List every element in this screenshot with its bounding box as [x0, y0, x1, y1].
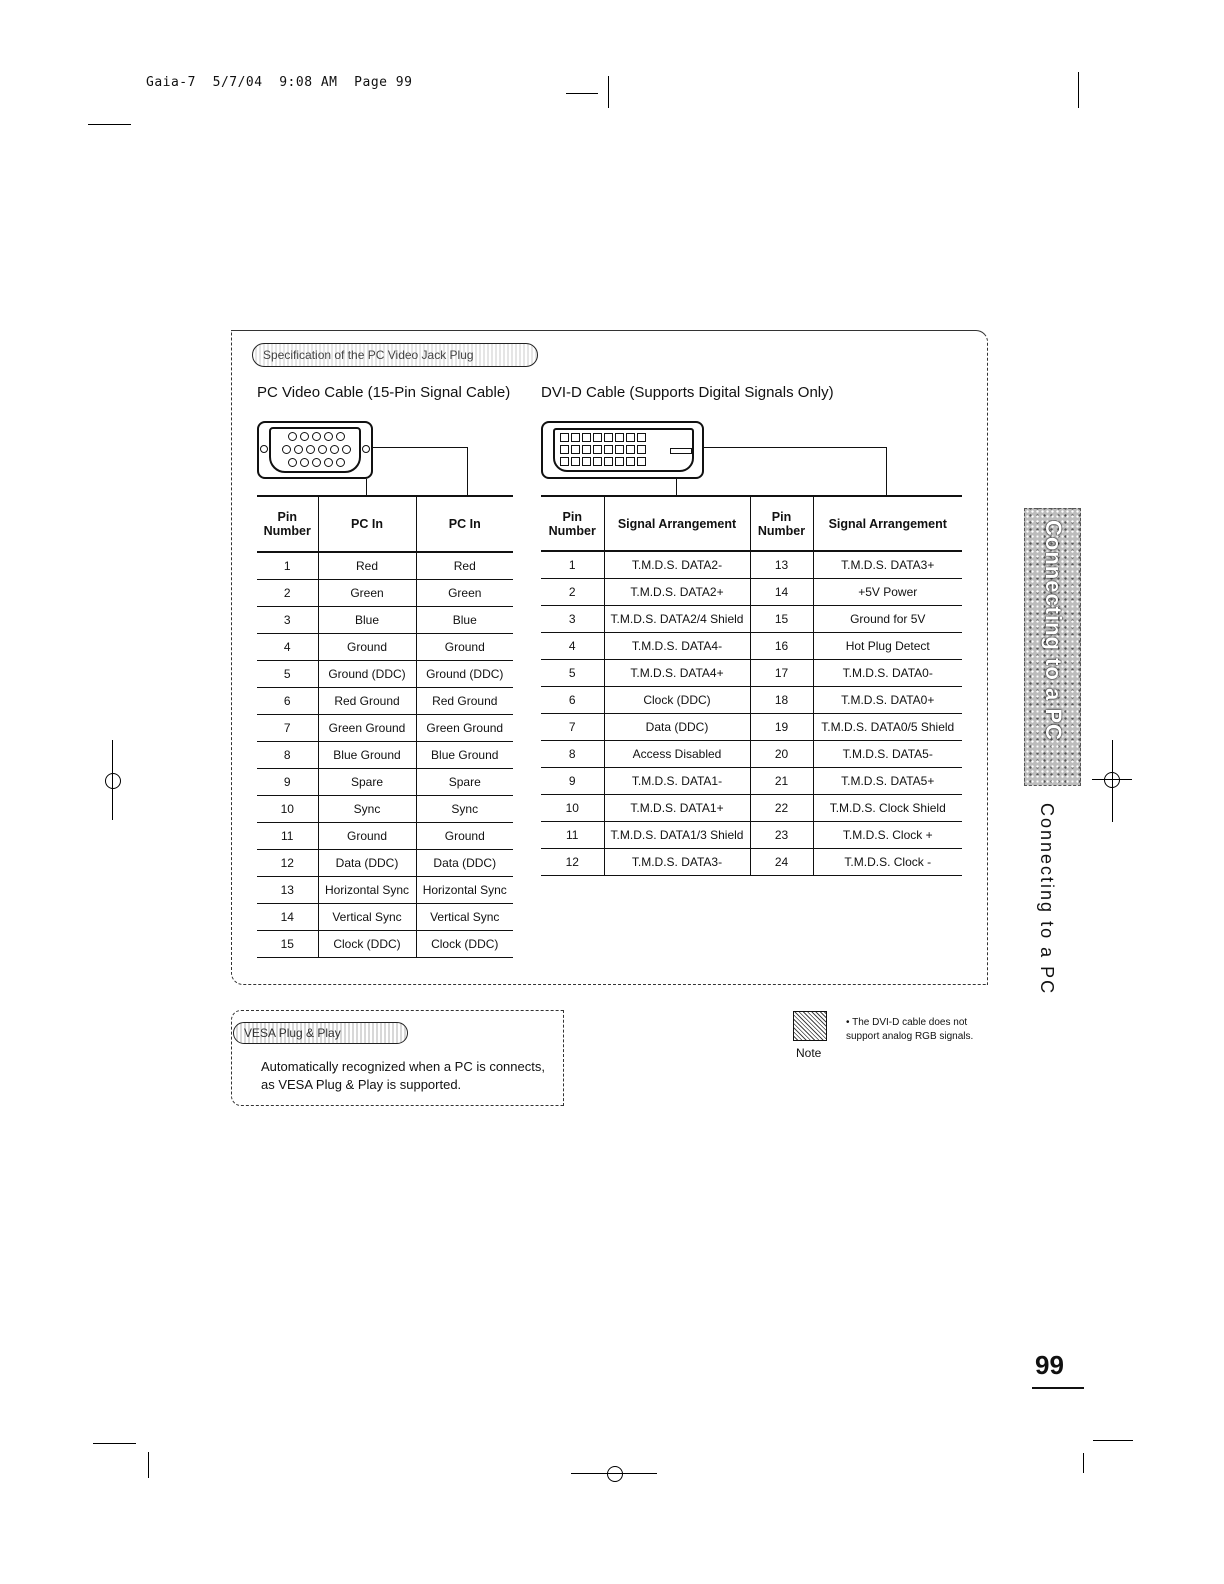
- table-cell: 12: [257, 850, 318, 877]
- connector-lead-line: [676, 479, 677, 495]
- table-cell: 15: [750, 606, 813, 633]
- pin-row: [288, 458, 345, 467]
- registration-mark: [607, 1466, 623, 1482]
- table-cell: Blue: [416, 607, 513, 634]
- vesa-description: Automatically recognized when a PC is connects, as VESA Plug & Play is supported.: [261, 1059, 545, 1092]
- table-cell: Spare: [416, 769, 513, 796]
- table-cell: 3: [541, 606, 604, 633]
- table-cell: Blue Ground: [318, 742, 416, 769]
- table-cell: Access Disabled: [604, 741, 750, 768]
- table-cell: 5: [541, 660, 604, 687]
- table-row: [541, 551, 962, 579]
- table-row: [257, 661, 513, 688]
- vga-connector-icon: [257, 421, 373, 479]
- crop-mark: [148, 1452, 149, 1478]
- table-cell: T.M.D.S. DATA1/3 Shield: [604, 822, 750, 849]
- table-cell: Ground: [318, 823, 416, 850]
- table-cell: 19: [750, 714, 813, 741]
- table-row: [541, 822, 962, 849]
- table-row: [541, 741, 962, 768]
- chapter-caption: Connecting to a PC: [1037, 803, 1057, 996]
- vga-shell: [269, 427, 361, 473]
- connector-lead-line: [366, 479, 367, 495]
- column-header: Pin Number: [541, 496, 604, 551]
- table-cell: Data (DDC): [416, 850, 513, 877]
- table-cell: 13: [257, 877, 318, 904]
- table-cell: T.M.D.S. DATA1+: [604, 795, 750, 822]
- table-cell: 12: [541, 849, 604, 876]
- column-header: Pin Number: [257, 496, 318, 552]
- table-row: [257, 552, 513, 580]
- table-cell: +5V Power: [813, 579, 962, 606]
- table-cell: 2: [257, 580, 318, 607]
- connector-lead-line: [704, 447, 887, 448]
- table-cell: Spare: [318, 769, 416, 796]
- table-cell: T.M.D.S. DATA0-: [813, 660, 962, 687]
- crop-mark: [1083, 1453, 1084, 1473]
- table-cell: Red Ground: [318, 688, 416, 715]
- table-cell: T.M.D.S. DATA0/5 Shield: [813, 714, 962, 741]
- table-cell: 10: [257, 796, 318, 823]
- pin-row: [282, 445, 351, 454]
- crop-mark: [1078, 72, 1079, 108]
- table-cell: T.M.D.S. Clock -: [813, 849, 962, 876]
- pin-row: [560, 457, 646, 466]
- table-row: [257, 823, 513, 850]
- table-cell: T.M.D.S. DATA3+: [813, 551, 962, 579]
- table-cell: T.M.D.S. DATA1-: [604, 768, 750, 795]
- screw-icon: [260, 445, 268, 453]
- table-cell: Clock (DDC): [318, 931, 416, 958]
- table-cell: 5: [257, 661, 318, 688]
- table-cell: Blue Ground: [416, 742, 513, 769]
- table-cell: 3: [257, 607, 318, 634]
- table-row: [257, 850, 513, 877]
- registration-mark: [1104, 772, 1120, 788]
- table-cell: Data (DDC): [318, 850, 416, 877]
- connector-lead-line: [373, 447, 468, 448]
- table-cell: 1: [257, 552, 318, 580]
- table-row: [257, 931, 513, 958]
- table-cell: 14: [750, 579, 813, 606]
- table-cell: T.M.D.S. DATA2+: [604, 579, 750, 606]
- crop-mark: [93, 1443, 136, 1444]
- table-cell: Red Ground: [416, 688, 513, 715]
- table-cell: Ground: [416, 823, 513, 850]
- table-cell: Hot Plug Detect: [813, 633, 962, 660]
- crop-mark: [88, 124, 131, 125]
- table-row: [541, 579, 962, 606]
- table-row: [257, 769, 513, 796]
- print-slug: Gaia-7 5/7/04 9:08 AM Page 99: [146, 75, 413, 90]
- table-cell: 11: [257, 823, 318, 850]
- table-cell: T.M.D.S. DATA5-: [813, 741, 962, 768]
- table-row: [541, 795, 962, 822]
- section-heading: Specification of the PC Video Jack Plug: [252, 343, 538, 367]
- table-cell: Horizontal Sync: [416, 877, 513, 904]
- table-cell: 6: [257, 688, 318, 715]
- table-cell: Ground: [318, 634, 416, 661]
- chapter-tab-label: Connecting to a PC: [1041, 520, 1066, 741]
- table-cell: Ground (DDC): [318, 661, 416, 688]
- table-row: [257, 580, 513, 607]
- table-cell: Sync: [318, 796, 416, 823]
- dvi-table-body: [541, 551, 962, 876]
- dvi-connector-icon: [541, 421, 704, 479]
- table-row: [257, 742, 513, 769]
- table-row: [541, 660, 962, 687]
- table-row: [541, 849, 962, 876]
- page-number-rule: [1032, 1387, 1084, 1389]
- table-cell: Clock (DDC): [416, 931, 513, 958]
- table-cell: 22: [750, 795, 813, 822]
- table-row: [541, 633, 962, 660]
- table-header-row: [257, 496, 513, 552]
- table-cell: T.M.D.S. DATA0+: [813, 687, 962, 714]
- table-cell: 6: [541, 687, 604, 714]
- table-row: [257, 715, 513, 742]
- pc-cable-title: PC Video Cable (15-Pin Signal Cable): [257, 384, 511, 401]
- dvi-pin-table: [541, 495, 962, 876]
- column-header: Signal Arrangement: [813, 496, 962, 551]
- dvi-shell: [553, 428, 694, 472]
- crop-mark: [1093, 1440, 1133, 1441]
- column-header: PC In: [416, 496, 513, 552]
- column-header: Signal Arrangement: [604, 496, 750, 551]
- table-cell: 24: [750, 849, 813, 876]
- table-cell: T.M.D.S. DATA3-: [604, 849, 750, 876]
- table-cell: 16: [750, 633, 813, 660]
- table-cell: Ground for 5V: [813, 606, 962, 633]
- table-cell: 8: [541, 741, 604, 768]
- table-row: [257, 796, 513, 823]
- table-cell: 8: [257, 742, 318, 769]
- table-row: [257, 688, 513, 715]
- table-cell: 10: [541, 795, 604, 822]
- table-cell: T.M.D.S. DATA2-: [604, 551, 750, 579]
- table-cell: 2: [541, 579, 604, 606]
- table-cell: 1: [541, 551, 604, 579]
- table-cell: T.M.D.S. DATA5+: [813, 768, 962, 795]
- table-cell: Blue: [318, 607, 416, 634]
- table-cell: 21: [750, 768, 813, 795]
- table-cell: Green: [416, 580, 513, 607]
- table-row: [257, 877, 513, 904]
- table-cell: 7: [541, 714, 604, 741]
- table-cell: Sync: [416, 796, 513, 823]
- table-cell: 11: [541, 822, 604, 849]
- registration-mark: [105, 773, 121, 789]
- table-cell: 18: [750, 687, 813, 714]
- table-cell: 23: [750, 822, 813, 849]
- table-cell: 20: [750, 741, 813, 768]
- table-cell: Horizontal Sync: [318, 877, 416, 904]
- table-cell: Vertical Sync: [318, 904, 416, 931]
- table-cell: 4: [257, 634, 318, 661]
- crop-mark: [566, 93, 598, 94]
- column-header: Pin Number: [750, 496, 813, 551]
- table-cell: Green: [318, 580, 416, 607]
- table-header-row: [541, 496, 962, 551]
- note-label: Note: [796, 1046, 822, 1060]
- pin-row: [288, 432, 345, 441]
- pin-row: [560, 433, 646, 442]
- note-text: • The DVI-D cable does not support analog RGB signals.: [846, 1017, 974, 1042]
- table-row: [257, 607, 513, 634]
- table-cell: Red: [416, 552, 513, 580]
- table-cell: 9: [257, 769, 318, 796]
- table-cell: T.M.D.S. Clock +: [813, 822, 962, 849]
- table-cell: T.M.D.S. Clock Shield: [813, 795, 962, 822]
- note-icon: [793, 1011, 827, 1041]
- table-cell: 17: [750, 660, 813, 687]
- table-cell: T.M.D.S. DATA2/4 Shield: [604, 606, 750, 633]
- table-cell: 9: [541, 768, 604, 795]
- connector-lead-line: [467, 447, 468, 495]
- table-cell: 13: [750, 551, 813, 579]
- pc-table-body: [257, 552, 513, 958]
- table-cell: Green Ground: [318, 715, 416, 742]
- table-cell: T.M.D.S. DATA4+: [604, 660, 750, 687]
- table-cell: 15: [257, 931, 318, 958]
- table-cell: 14: [257, 904, 318, 931]
- table-cell: Ground (DDC): [416, 661, 513, 688]
- table-row: [541, 606, 962, 633]
- table-cell: 4: [541, 633, 604, 660]
- table-cell: Red: [318, 552, 416, 580]
- page-number: 99: [1035, 1350, 1064, 1380]
- connector-lead-line: [886, 447, 887, 495]
- table-row: [257, 634, 513, 661]
- pin-row: [560, 445, 646, 454]
- table-row: [541, 714, 962, 741]
- table-row: [257, 904, 513, 931]
- column-header: PC In: [318, 496, 416, 552]
- table-cell: Clock (DDC): [604, 687, 750, 714]
- table-row: [541, 768, 962, 795]
- table-cell: Data (DDC): [604, 714, 750, 741]
- table-cell: Ground: [416, 634, 513, 661]
- vesa-heading: VESA Plug & Play: [233, 1022, 408, 1044]
- table-cell: 7: [257, 715, 318, 742]
- screw-icon: [362, 445, 370, 453]
- crop-mark: [608, 76, 609, 108]
- dvi-cable-title: DVI-D Cable (Supports Digital Signals Only): [541, 384, 834, 401]
- table-row: [541, 687, 962, 714]
- pc-pin-table: [257, 495, 513, 958]
- dvi-ground-blade: [670, 448, 692, 454]
- table-cell: Vertical Sync: [416, 904, 513, 931]
- table-cell: T.M.D.S. DATA4-: [604, 633, 750, 660]
- table-cell: Green Ground: [416, 715, 513, 742]
